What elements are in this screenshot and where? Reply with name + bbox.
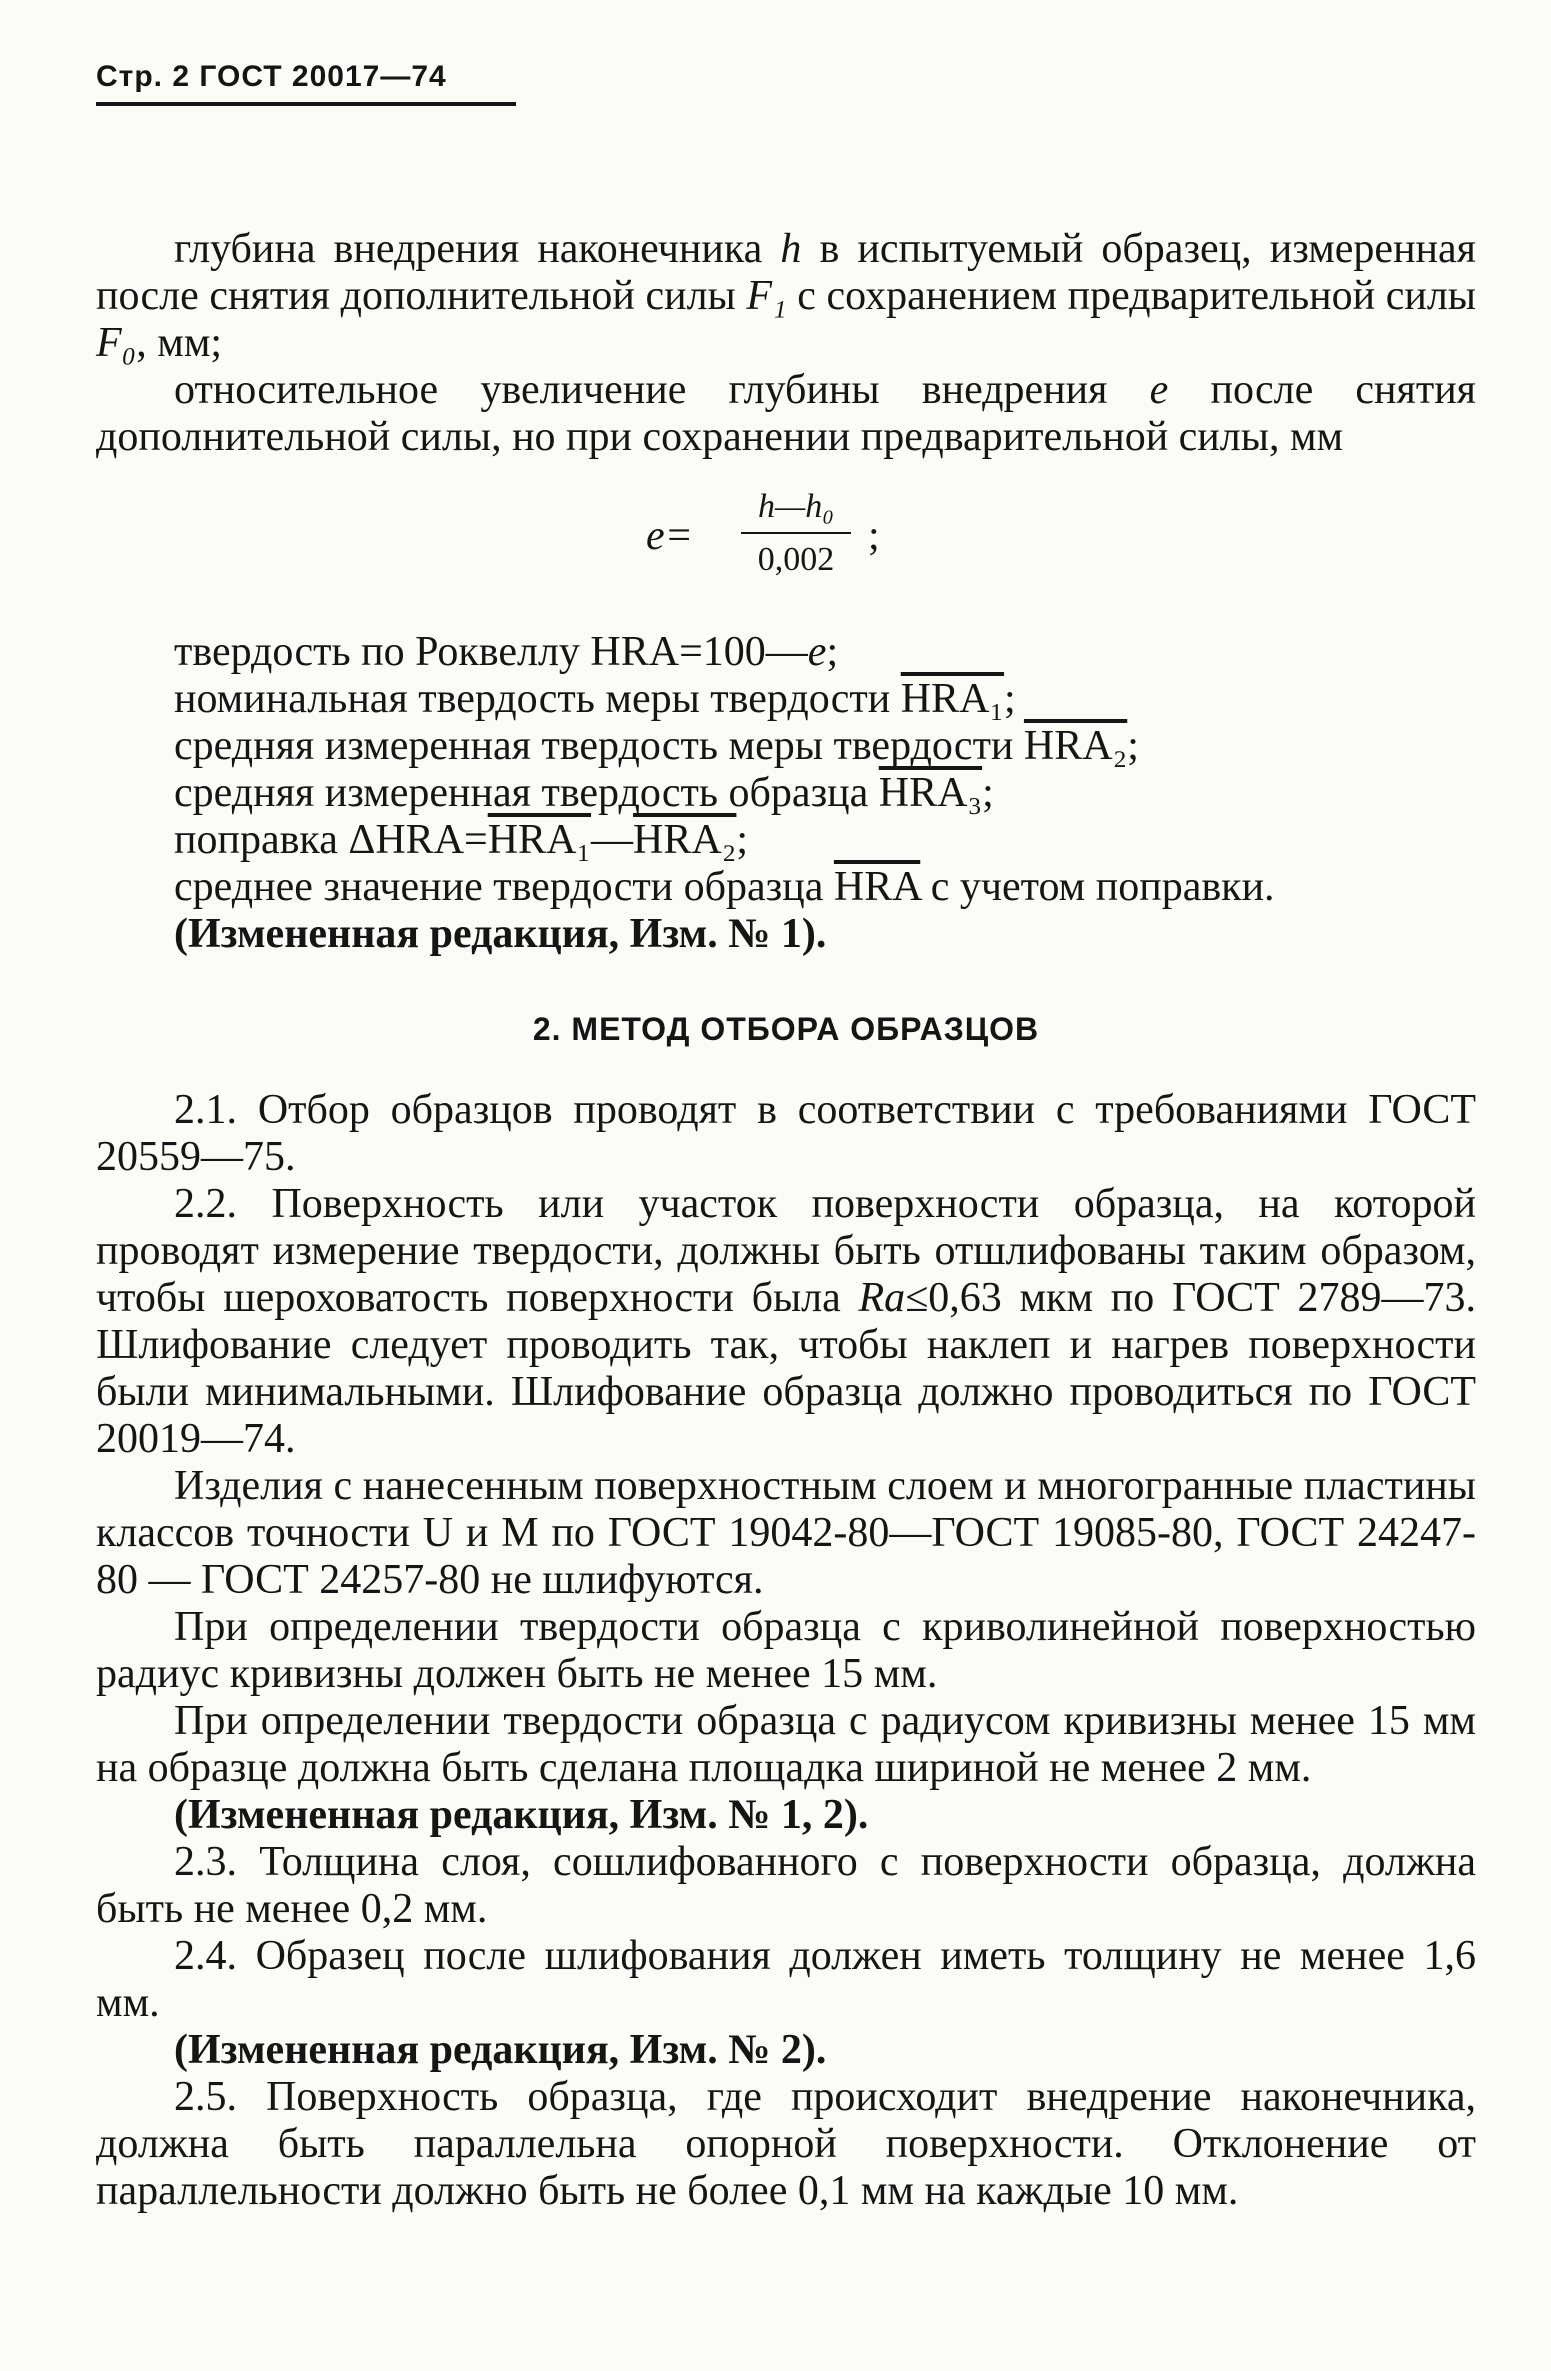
definition-mean	[96, 864, 1476, 911]
symbol-ra: Ra	[858, 1275, 906, 1321]
text-span: ;	[1004, 676, 1016, 722]
amendment-note-1-2: (Измененная редакция, Изм. № 1, 2).	[174, 1792, 869, 1838]
text-span: номинальная твердость меры твердости	[174, 676, 901, 722]
symbol-hra3: HRA₃	[878, 770, 983, 816]
amendment-note-1: (Измененная редакция, Изм. № 1).	[174, 911, 827, 957]
amendment-note-2: (Измененная редакция, Изм. № 2).	[174, 2027, 827, 2073]
paragraph-depth	[96, 226, 1476, 367]
text-span: , мм;	[136, 320, 223, 366]
paragraph-relative-increase	[96, 367, 1476, 461]
text-span: 2.2. Поверхность или участок поверхности образца, на которой проводят измерение твердости, должны быть отшлифованы таким образом, чтобы шероховатость поверхности была	[96, 1181, 1476, 1321]
text-span: относительное увеличение глубины внедрения	[174, 367, 1150, 413]
definition-hra	[96, 629, 1476, 676]
symbol-hra1: HRA₁	[900, 676, 1005, 722]
text-span: глубина внедрения наконечника	[174, 226, 781, 272]
formula-numerator: h—h₀	[741, 483, 851, 534]
text-span: поправка ΔHRA=	[174, 817, 488, 863]
symbol-e: е	[1149, 367, 1169, 413]
text-span: ;	[736, 817, 749, 863]
formula-suffix: ;	[868, 513, 880, 559]
text-span: средняя измеренная твердость образца	[174, 770, 879, 816]
text-span: ;	[1127, 723, 1139, 769]
formula-denominator: 0,002	[757, 541, 835, 578]
text-span: среднее значение твердости образца	[174, 864, 834, 910]
symbol-e: e	[807, 629, 827, 675]
symbol-hra: $\overline{HRA}$	[833, 864, 921, 910]
definition-hra1	[96, 676, 1476, 723]
document-body	[96, 226, 1476, 2215]
symbol-hra2: HRA₂	[633, 817, 737, 863]
text-span: ;	[982, 770, 994, 816]
clause-2-5: 2.5. Поверхность образца, где происходит внедрение наконечника, должна быть параллельна опорной поверхности. Отклонение от параллельности должно быть не более 0,1 мм на каждые 10 мм.	[96, 2074, 1476, 2214]
clause-2-2-small-radius: При определении твердости образца с радиусом кривизны менее 15 мм на образце должна быть сделана площадка шириной не менее 2 мм.	[96, 1698, 1476, 1791]
section-title: 2. МЕТОД ОТБОРА ОБРАЗЦОВ	[532, 1011, 1040, 1047]
definition-hra3	[96, 770, 1476, 817]
text-span: твердость по Роквеллу HRA=100—	[174, 629, 808, 675]
symbol-hra1: HRA₁	[487, 817, 592, 863]
clause-2-1: 2.1. Отбор образцов проводят в соответствии с требованиями ГОСТ 20559—75.	[96, 1087, 1476, 1180]
text-span: в испытуемый образец, измеренная после снятия дополнительной силы	[96, 226, 1476, 319]
formula-lhs: e=	[646, 513, 693, 559]
definition-hra2	[96, 723, 1476, 770]
text-span: —	[591, 817, 634, 863]
clause-2-4: 2.4. Образец после шлифования должен иметь толщину не менее 1,6 мм.	[96, 1933, 1476, 2026]
definition-correction	[96, 817, 1476, 864]
text-span: ;	[826, 629, 839, 675]
symbol-f1: F₁	[746, 273, 787, 319]
symbol-h: h	[780, 226, 802, 272]
symbol-hra2: HRA₂	[1023, 723, 1128, 769]
document-page	[96, 60, 1476, 2215]
clause-2-3: 2.3. Толщина слоя, сошлифованного с поверхности образца, должна быть не менее 0,2 мм.	[96, 1839, 1476, 1932]
clause-2-2-curved: При определении твердости образца с криволинейной поверхностью радиус кривизны должен быть не менее 15 мм.	[96, 1604, 1476, 1697]
text-span: ≤0,63 мкм по ГОСТ 2789—73. Шлифование следует проводить так, чтобы наклеп и нагрев поверхности были минимальными. Шлифование образца должно проводиться по ГОСТ 20019—74.	[96, 1275, 1476, 1462]
text-span: с учетом поправки.	[920, 864, 1275, 910]
text-span: с сохранением предварительной силы	[786, 273, 1476, 319]
clause-2-2-coated: Изделия с нанесенным поверхностным слоем и многогранные пластины классов точности U и M по ГОСТ 19042-80—ГОСТ 19085-80, ГОСТ 24247-80 — ГОСТ 24257-80 не шлифуются.	[96, 1463, 1476, 1603]
text-span: после снятия дополнительной силы, но при сохранении предварительной силы, мм	[96, 367, 1477, 460]
formula-fraction	[741, 483, 851, 583]
text-span: средняя измеренная твердость меры твердости	[174, 723, 1024, 769]
clause-2-2	[96, 1181, 1476, 1463]
symbol-f0: F₀	[96, 320, 137, 366]
page-header: Стр. 2 ГОСТ 20017—74	[96, 60, 516, 106]
formula-e	[96, 483, 1476, 603]
